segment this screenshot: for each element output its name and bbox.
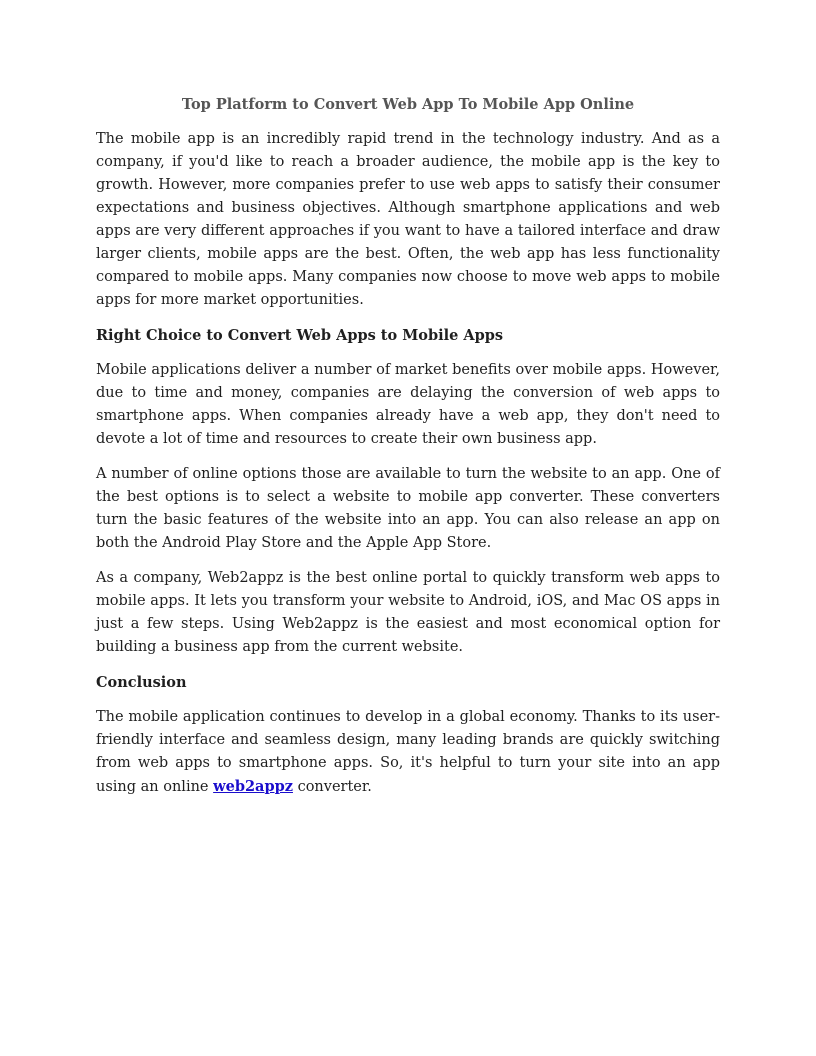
conclusion-text-before-link: The mobile application continues to develop in a global economy. Thanks to its user-friendly interface and seamless design, many leading brands are quickly switching from web apps to smartphone apps. So, it's helpful to turn your site into an app using an online <box>96 709 720 795</box>
web2appz-link[interactable]: web2appz <box>213 778 293 795</box>
section-paragraph-1: Mobile applications deliver a number of market benefits over mobile apps. However, due to time and money, companies are delaying the conversion of web apps to smartphone apps. When companies already have a web app, they don't need to devote a lot of time and resources to create their own business app. <box>96 362 720 447</box>
document-page <box>96 92 720 811</box>
conclusion-text-after-link: converter. <box>292 779 372 795</box>
section-paragraph-3: As a company, Web2appz is the best online portal to quickly transform web apps to mobile apps. It lets you transform your website to Android, iOS, and Mac OS apps in just a few steps. Using Web2appz is the easiest and most economical option for building a business app from the current website. <box>96 570 720 655</box>
intro-paragraph: The mobile app is an incredibly rapid trend in the technology industry. And as a company, if you'd like to reach a broader audience, the mobile app is the key to growth. However, more companies prefer to use web apps to satisfy their consumer expectations and business objectives. Although smartphone applications and web apps are very different approaches if you want to have a tailored interface and draw larger clients, mobile apps are the best. Often, the web app has less functionality compared to mobile apps. Many companies now choose to move web apps to mobile apps for more market opportunities. <box>96 131 720 308</box>
document-title: Top Platform to Convert Web App To Mobile App Online <box>181 96 635 113</box>
conclusion-heading: Conclusion <box>96 674 187 691</box>
conclusion-paragraph <box>96 706 720 799</box>
section-paragraph-2: A number of online options those are available to turn the website to an app. One of the best options is to select a website to mobile app converter. These converters turn the basic features of the website into an app. You can also release an app on both the Android Play Store and the Apple App Store. <box>96 466 720 551</box>
section-heading-right-choice: Right Choice to Convert Web Apps to Mobile Apps <box>96 327 504 344</box>
